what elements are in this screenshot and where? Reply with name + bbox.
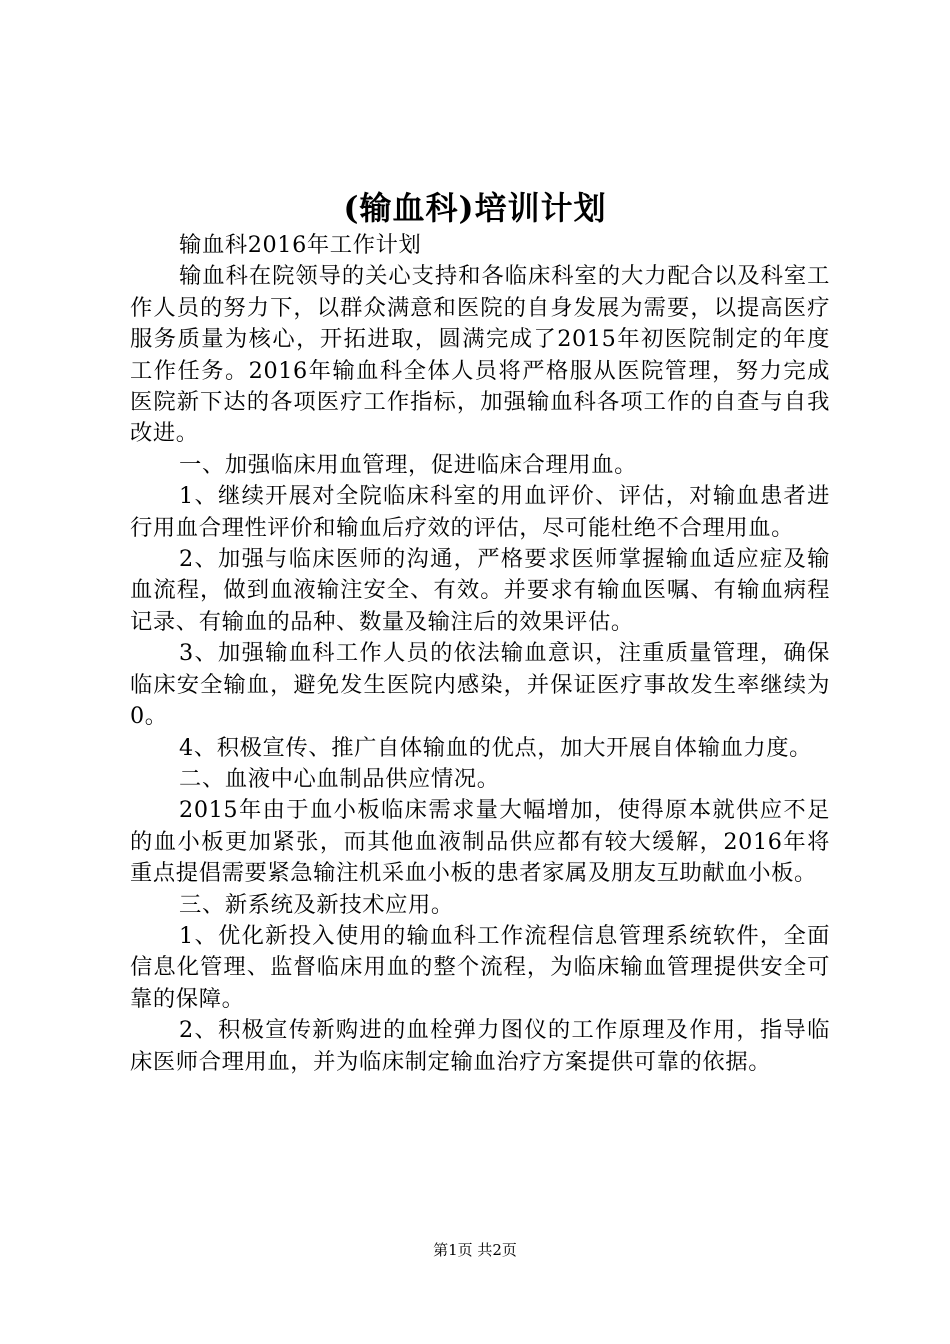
section-heading-1: 一、加强临床用血管理，促进临床合理用血。	[179, 451, 637, 478]
section-heading-2: 二、血液中心血制品供应情况。	[179, 765, 500, 792]
document-body	[130, 230, 830, 1078]
page-number-footer: 第1页 共2页	[433, 1241, 517, 1259]
section-heading-3: 三、新系统及新技术应用。	[179, 891, 454, 918]
section-3-item-2: 2、积极宣传新购进的血栓弹力图仪的工作原理及作用，指导临床医师合理用血，并为临床制定输血治疗方案提供可靠的依据。	[130, 1017, 830, 1075]
section-1-item-4: 4、积极宣传、推广自体输血的优点，加大开展自体输血力度。	[179, 734, 813, 761]
section-1-item-3: 3、加强输血科工作人员的依法输血意识，注重质量管理，确保临床安全输血，避免发生医院内感染，并保证医疗事故发生率继续为0。	[130, 640, 830, 730]
section-2-paragraph: 2015年由于血小板临床需求量大幅增加，使得原本就供应不足的血小板更加紧张，而其他血液制品供应都有较大缓解，2016年将重点提倡需要紧急输注机采血小板的患者家属及朋友互助献血小板。	[130, 797, 830, 887]
document-title: (输血科)培训计划	[343, 189, 607, 227]
paragraph-intro: 输血科在院领导的关心支持和各临床科室的大力配合以及科室工作人员的努力下，以群众满意和医院的自身发展为需要，以提高医疗服务质量为核心，开拓进取，圆满完成了2015年初医院制定的年度工作任务。2016年输血科全体人员将严格服从医院管理，努力完成医院新下达的各项医疗工作指标，加强输血科各项工作的自查与自我改进。	[130, 263, 830, 447]
section-3-item-1: 1、优化新投入使用的输血科工作流程信息管理系统软件，全面信息化管理、监督临床用血的整个流程，为临床输血管理提供安全可靠的保障。	[130, 922, 830, 1012]
section-1-item-2: 2、加强与临床医师的沟通，严格要求医师掌握输血适应症及输血流程，做到血液输注安全、有效。并要求有输血医嘱、有输血病程记录、有输血的品种、数量及输注后的效果评估。	[130, 546, 830, 635]
section-1-item-1: 1、继续开展对全院临床科室的用血评价、评估，对输血患者进行用血合理性评价和输血后疗效的评估，尽可能杜绝不合理用血。	[130, 483, 830, 541]
paragraph-heading-plan: 输血科2016年工作计划	[179, 232, 422, 258]
